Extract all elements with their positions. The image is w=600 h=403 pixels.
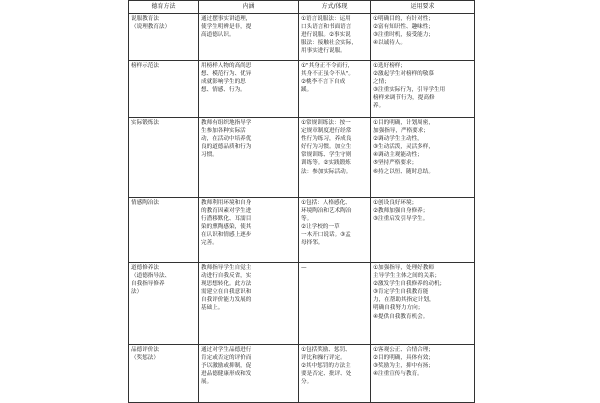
cell-line: ②激起学生对榜样的敬慕 [373,71,434,78]
cell-line: ①包括：人格感化、 [301,200,351,206]
cell-line: 习惯。 [201,152,218,159]
forms-cell [299,198,371,263]
cell-line: ④提供自我教育机会。 [373,313,429,320]
moral-education-methods-table [128,0,475,403]
cell-line: 评比和操行评定。 [301,355,346,362]
cell-line: ①选好榜样； [373,63,406,69]
cell-line: ③注重启发引导学生。 [373,216,429,223]
content-cell [199,61,299,118]
cell-line: 想、情感、行为。 [201,87,246,94]
cell-line: 通过摆事实讲道理， [201,16,252,22]
header-content: 内涵 [199,1,299,14]
cell-line: ③生动活泼，灵活多样， [373,144,434,151]
cell-line: 道德修养法 [131,265,159,271]
requirements-cell [371,263,475,345]
cell-line: 自我指导修养 [131,281,165,288]
cell-line: 养。 [373,103,385,110]
content-cell [199,118,299,198]
cell-line: 母择邻。 [301,240,324,247]
cell-line: ①明确目的，有针对性； [373,16,434,22]
cell-line: 分。 [301,379,313,386]
cell-line: 展。 [201,379,213,386]
cell-line: 肯定或否定的评价而 [201,355,252,362]
cell-line: 定规章制度进行经常 [301,128,352,135]
forms-cell [299,345,371,403]
content-cell [199,198,299,263]
cell-line: ②让学校的一草 [301,224,340,231]
cell-line: 力，在帮助其指定计划， [373,297,435,304]
cell-line: 常规训练、学生守则 [301,152,352,159]
cell-line: 法） [131,289,143,296]
cell-line: （说理教育法） [131,24,171,31]
header-forms: 方式/体现 [299,1,371,14]
cell-line: 动，在活动中培养优 [201,136,252,143]
cell-line: 予以激励或抑制，促 [201,363,252,370]
cell-line: ②激发学生自我修养的动机； [373,281,446,288]
cell-line: ①目的明确，计划周密， [373,120,434,126]
forms-cell [299,263,371,345]
table-row [129,61,475,118]
cell-line: 主导学生主体之间的关系； [373,273,441,280]
cell-line: 明确自我努力方向； [373,305,424,312]
cell-line: （道德指导法、 [131,273,171,280]
cell-line: 进品德健康形成和发 [201,371,252,378]
cell-line: 实际锻炼法 [131,120,159,126]
requirements-cell [371,345,475,403]
table-row [129,198,475,263]
cell-line: ③肯定学生自我教育能 [373,289,429,296]
content-cell [199,345,299,403]
cell-line: 通过对学生品德进行 [201,347,252,353]
cell-line: ④调动主观能动性； [373,152,423,159]
cell-line: 良的道德品质和行为 [201,144,252,151]
cell-line: ①创设良好环境； [373,200,418,206]
cell-line: ⑤坚持严格要求； [373,160,418,167]
requirements-cell [371,198,475,263]
cell-line: 榜样示范法 [131,63,159,69]
cell-line: 等。 [301,216,313,223]
cell-line: ⑥持之以恒、随时总结。 [373,168,434,175]
cell-line: ④注重宣传与教育。 [373,371,423,378]
cell-line: 性行为练习，养成良 [301,136,352,143]
cell-line: 用榜样人物的高尚思 [201,63,252,69]
cell-line: ②桃李不言下自成 [301,79,346,86]
cell-line: 教师指导学生自觉主 [201,265,252,271]
table-row [129,345,475,403]
cell-line: 需建立在自我意识和 [201,289,252,296]
cell-line: 口头语言和书面语言 [301,24,352,31]
header-requirements: 运用要求 [371,1,475,14]
cell-line: 基础上。 [201,305,224,312]
cell-line: 教师有组织地指导学 [201,120,252,126]
cell-line: 完善。 [201,240,218,247]
cell-line: ①包括奖励、惩罚、 [301,347,351,353]
cell-line: ③奖励为主，抑中有扬； [373,363,434,370]
cell-line: 加强指导，严格要求； [373,128,429,135]
cell-line: ①常规训练法：按一 [301,120,351,126]
table-row [129,263,475,345]
cell-line: ①客观公正、合情合理； [373,347,434,353]
cell-line: 成就影响学生的思 [201,79,246,86]
cell-line: ①"其身正不令而行， [301,63,354,69]
cell-line: 榜样来调节行为，提高修 [373,95,435,102]
cell-line: 训练等。②实践锻炼 [301,160,351,167]
cell-line: — [301,265,307,271]
content-cell [199,263,299,345]
requirements-cell [371,118,475,198]
cell-line: 说服教育法 [131,16,159,22]
cell-line: ④以诚待人。 [373,40,406,47]
cell-line: 情感陶冶法 [131,200,159,206]
cell-line: ①语言说服法：运用 [301,16,351,22]
cell-line: （奖惩法） [131,355,159,362]
cell-line: 用事实进行说服。 [301,48,346,55]
cell-line: 品德评价法 [131,347,159,353]
cell-line: 高道德认识。 [201,32,235,39]
method-cell [129,263,199,345]
cell-line: 动进行自我反省，实 [201,273,252,280]
cell-line: 法：参加实际活动。 [301,168,352,175]
method-cell [129,345,199,403]
cell-line: ①加强指导，处理好教师 [373,265,434,271]
method-cell [129,118,199,198]
cell-line: 好行为习惯。加立生 [301,144,352,151]
cell-line: ③注重时机，接受能力； [373,32,434,39]
cell-line: 其身不正虽令不从"。 [301,71,354,78]
forms-cell [299,118,371,198]
cell-line: ②教师加强自身修养； [373,208,429,215]
cell-line: 在认识和情感上逐步 [201,232,252,239]
cell-line: 之情； [373,79,390,86]
cell-line: 的教育因素对学生进 [201,208,252,215]
method-cell [129,14,199,61]
cell-line: 环境陶冶和艺术陶冶 [301,208,352,215]
cell-line: 蹊。 [301,87,313,94]
cell-line: ②目的明确，具体有效； [373,355,434,362]
cell-line: 想、模范行为、优异 [201,71,252,78]
method-cell [129,61,199,118]
requirements-cell [371,14,475,61]
forms-cell [299,61,371,118]
table-row [129,118,475,198]
cell-line: 行潜移默化、耳濡目 [201,216,252,223]
cell-line: 要是否定、批评、处 [301,371,352,378]
cell-line: 现思想转化。此方法 [201,281,252,288]
cell-line: 教师利用环境和自身 [201,200,252,206]
cell-line: 一木开口说话。③孟 [301,232,351,239]
cell-line: 自我评价能力发展的 [201,297,252,304]
method-cell [129,198,199,263]
cell-line: ②调动学生主动性， [373,136,423,143]
cell-line: 进行说服。②事实说 [301,32,351,39]
cell-line: 染的熏陶感染，使其 [201,224,252,231]
cell-line: ③注重实际行为，引导学生用 [373,87,446,94]
requirements-cell [371,61,475,118]
table-header-row [129,1,475,14]
header-method: 德育方法 [129,1,199,14]
cell-line: 服法：接触社会实际， [301,40,357,47]
cell-line: 生参加各种实际活 [201,128,246,135]
cell-line: 使学生明辨是非，提 [201,24,252,31]
cell-line: ②其中惩罚的方法主 [301,363,351,370]
forms-cell [299,14,371,61]
table-row [129,14,475,61]
cell-line: ②富有知识性、趣味性； [373,24,434,31]
content-cell [199,14,299,61]
